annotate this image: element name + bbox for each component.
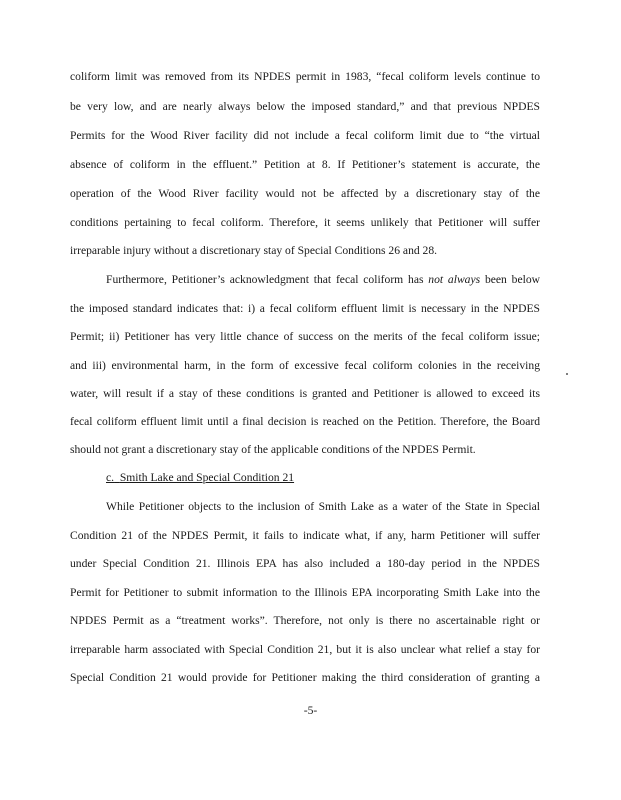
text-line: fecal coliform effluent limit until a final decision is reached on the Petition. Therefore, the Board xyxy=(70,415,540,428)
section-heading xyxy=(106,471,406,485)
text-line: coliform limit was removed from its NPDES permit in 1983, “fecal coliform levels continue to xyxy=(70,70,540,83)
text-line: Permits for the Wood River facility did not include a fecal coliform limit due to “the virtual xyxy=(70,129,540,142)
scan-speck xyxy=(566,373,568,375)
text-line: under Special Condition 21. Illinois EPA has also included a 180-day period in the NPDES xyxy=(70,557,540,570)
text-line: operation of the Wood River facility would not be affected by a discretionary stay of the xyxy=(70,187,540,200)
text-line: water, will result if a stay of these conditions is granted and Petitioner is allowed to exceed its xyxy=(70,387,540,400)
paragraph-first-line: While Petitioner objects to the inclusion of Smith Lake as a water of the State in Special xyxy=(106,500,540,513)
text-span: been below xyxy=(480,273,540,286)
text-line: NPDES Permit as a “treatment works”. Therefore, not only is there no ascertainable right or xyxy=(70,614,540,627)
text-line: and iii) environmental harm, in the form of excessive fecal coliform colonies in the receiving xyxy=(70,359,540,372)
heading-title: Smith Lake and Special Condition 21 xyxy=(119,471,295,484)
text-line: irreparable harm associated with Special Condition 21, but it is also unclear what relief a stay for xyxy=(70,643,540,656)
text-line: should not grant a discretionary stay of the applicable conditions of the NPDES Permit. xyxy=(70,443,476,456)
paragraph-first-line xyxy=(106,273,540,287)
text-line: irreparable injury without a discretionary stay of Special Conditions 26 and 28. xyxy=(70,244,438,257)
text-line: Condition 21 of the NPDES Permit, it fails to indicate what, if any, harm Petitioner will suffer xyxy=(70,529,540,542)
heading-marker: c. xyxy=(106,471,115,484)
text-line: Permit for Petitioner to submit information to the Illinois EPA incorporating Smith Lake into the xyxy=(70,586,540,599)
page-number: -5- xyxy=(303,704,318,717)
text-line: Permit; ii) Petitioner has very little chance of success on the merits of the fecal coliform issue; xyxy=(70,330,540,343)
emphasis-text: not always xyxy=(428,273,481,286)
text-span: Furthermore, Petitioner’s acknowledgment that fecal coliform has xyxy=(106,273,429,286)
text-line: Special Condition 21 would provide for Petitioner making the third consideration of granting a xyxy=(70,671,540,684)
text-line: conditions pertaining to fecal coliform. Therefore, it seems unlikely that Petitioner will suffer xyxy=(70,216,540,229)
text-line: the imposed standard indicates that: i) a fecal coliform effluent limit is necessary in the NPDES xyxy=(70,302,540,315)
text-line: absence of coliform in the effluent.” Petition at 8. If Petitioner’s statement is accurate, the xyxy=(70,158,540,171)
text-line: be very low, and are nearly always below the imposed standard,” and that previous NPDES xyxy=(70,100,540,113)
